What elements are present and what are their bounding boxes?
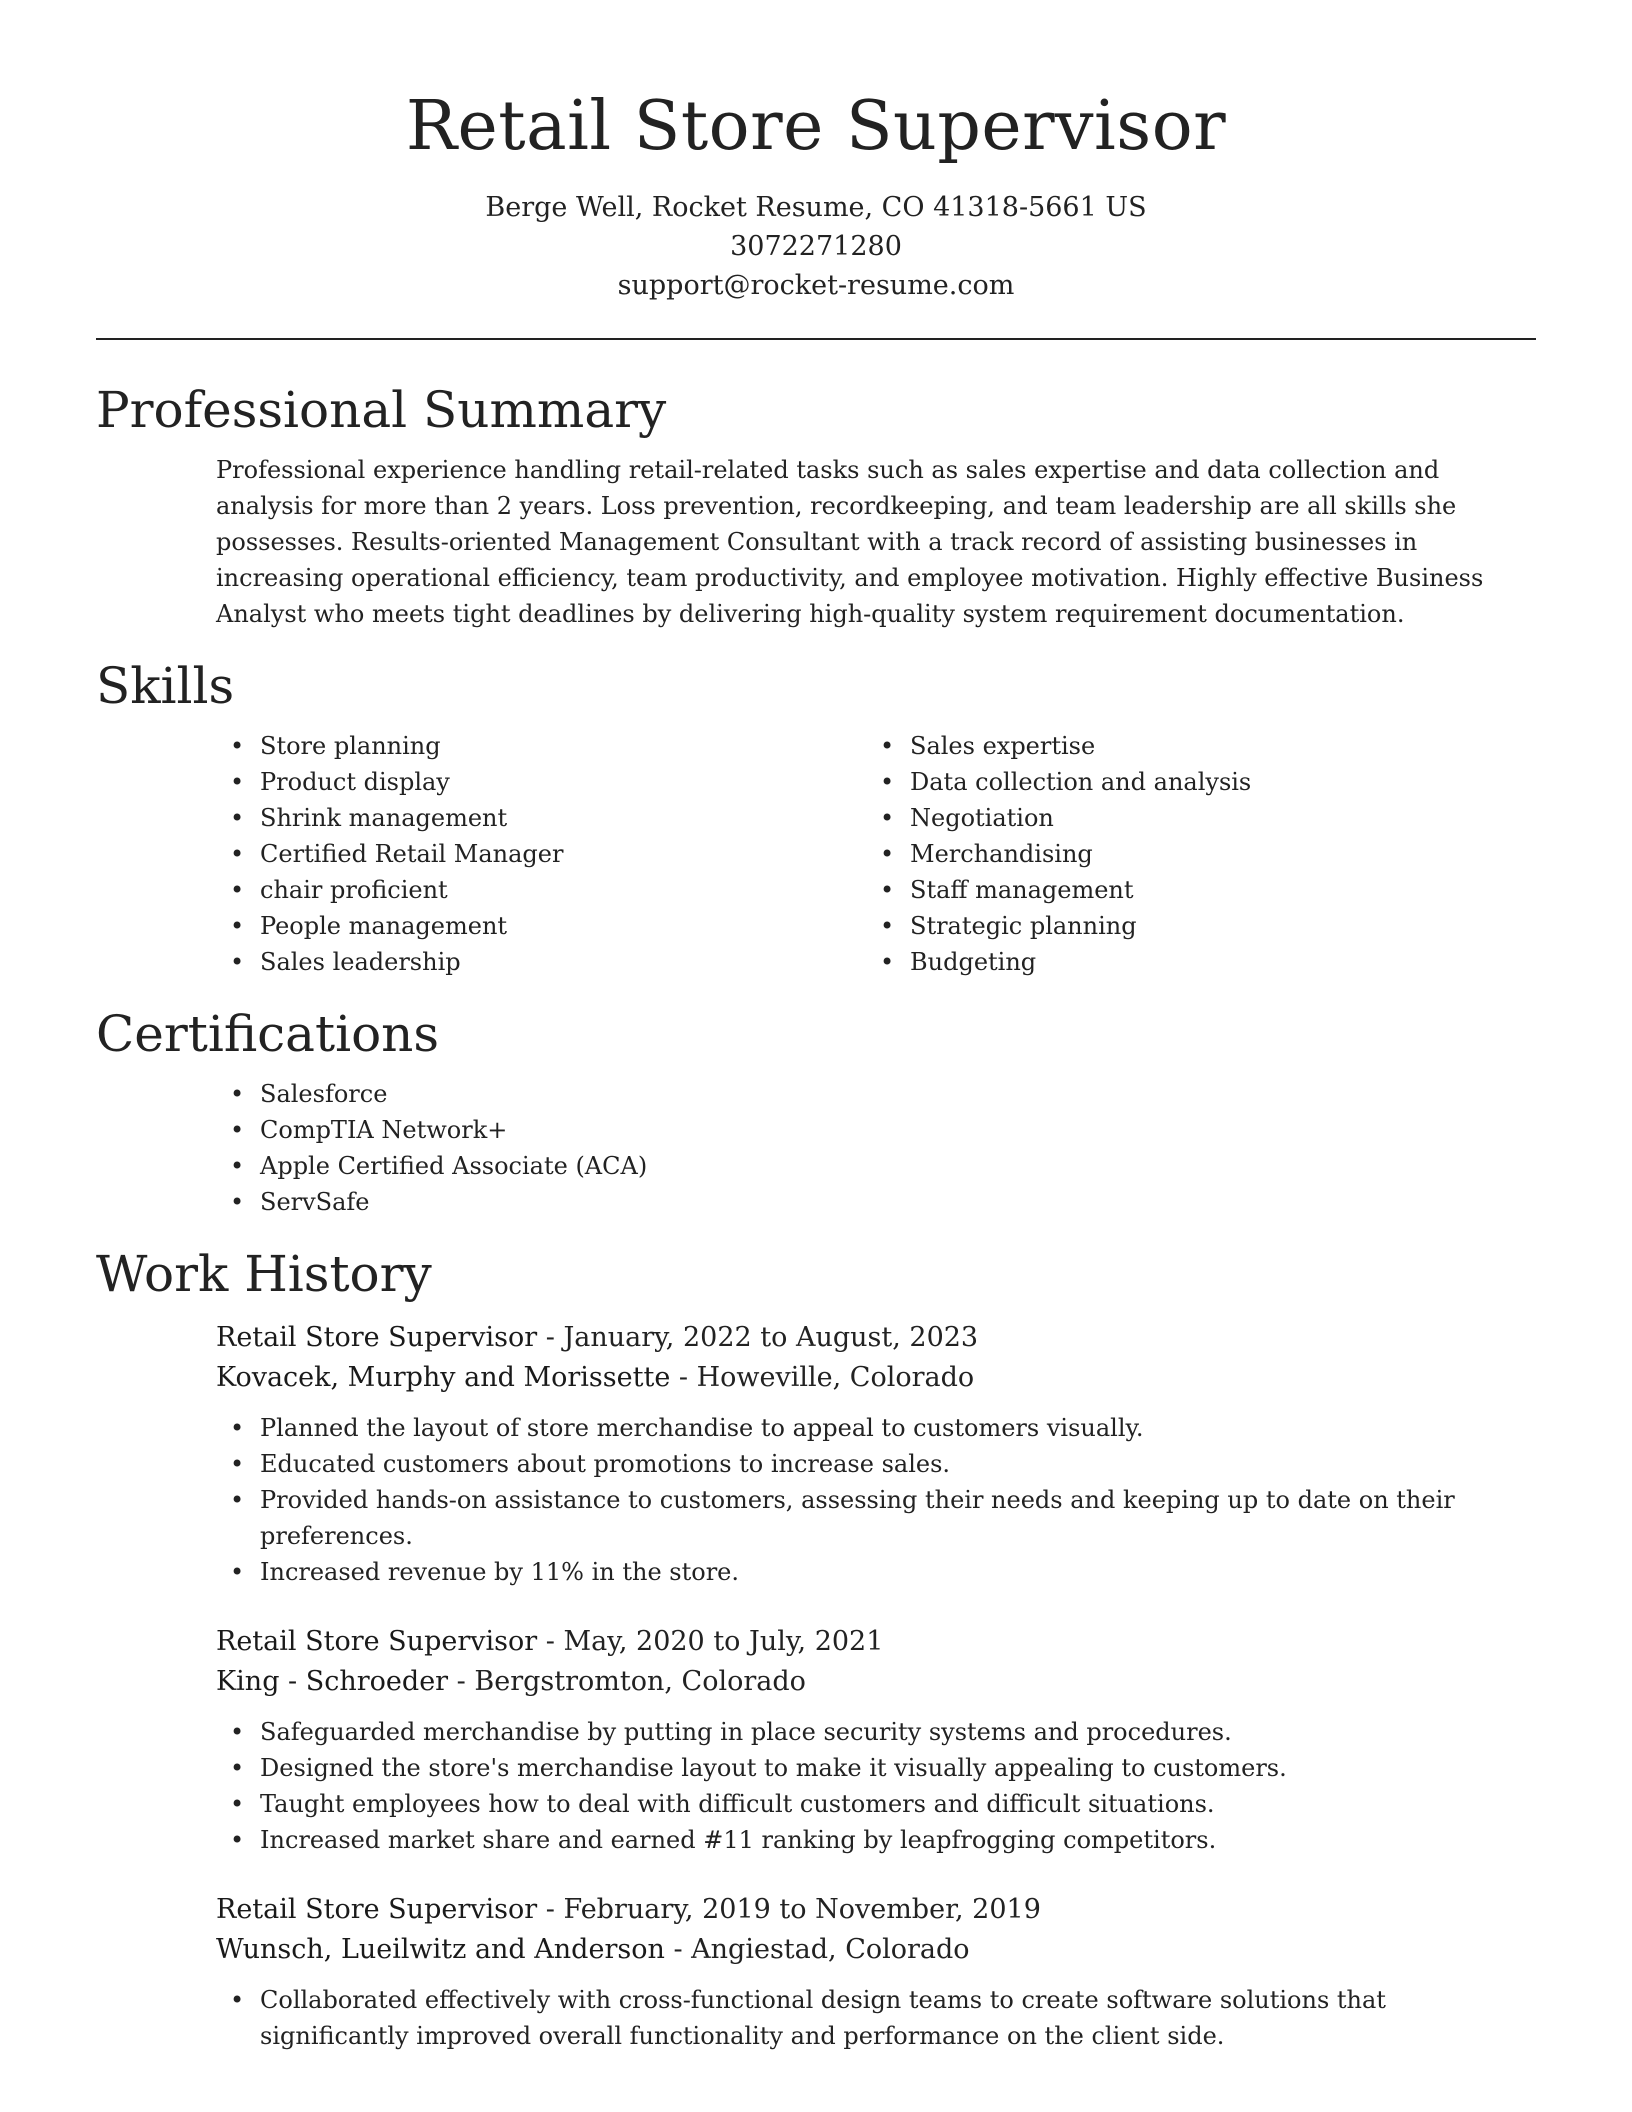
- skill-item: • Product display: [216, 764, 866, 800]
- skill-item: • Certified Retail Manager: [216, 836, 866, 872]
- skill-item: • Negotiation: [866, 800, 1516, 836]
- job-role-line: [216, 1890, 1536, 1930]
- job-company: King - Schroeder: [216, 1666, 449, 1697]
- separator: -: [448, 1666, 475, 1697]
- summary-section: [96, 380, 1536, 632]
- summary-text: Professional experience handling retail-related tasks such as sales expertise and data collection and analysis for more than 2 years. Loss prevention, recordkeeping, and team leadership are all skills she possesses. Results-oriented Management Consultant with a track record of assisting businesses in increasing operational efficiency, team productivity, and employee motivation. Highly effective Business Analyst who meets tight deadlines by delivering high-quality system requirement documentation.: [216, 456, 1484, 628]
- certifications-list: [216, 1076, 1536, 1220]
- skill-item: • Sales expertise: [866, 728, 1516, 764]
- job-start: January, 2022: [563, 1322, 752, 1353]
- job-company-line: [216, 1930, 1536, 1970]
- skill-item: • Sales leadership: [216, 944, 866, 980]
- job-entry: [216, 1622, 1536, 1858]
- date-connector: to: [751, 1322, 796, 1353]
- contact-phone: 3072271280: [730, 231, 902, 262]
- job-entry: [216, 1318, 1536, 1590]
- certifications-section: [96, 1004, 1536, 1220]
- certification-item: • ServSafe: [216, 1184, 1536, 1220]
- separator: -: [537, 1626, 564, 1657]
- separator: -: [670, 1362, 697, 1393]
- skill-item: • Merchandising: [866, 836, 1516, 872]
- job-end: November, 2019: [815, 1894, 1041, 1925]
- job-bullet: • Provided hands-on assistance to customers, assessing their needs and keeping up to date on their preferences.: [216, 1482, 1536, 1554]
- job-bullets: [216, 1714, 1536, 1858]
- job-location: Howeville, Colorado: [696, 1362, 975, 1393]
- job-bullets: [216, 1982, 1536, 2054]
- job-company: Wunsch, Lueilwitz and Anderson: [216, 1934, 665, 1965]
- skill-item: • Data collection and analysis: [866, 764, 1516, 800]
- contact-address: Berge Well, Rocket Resume, CO 41318-5661 US: [485, 192, 1147, 223]
- contact-block: [0, 188, 1632, 305]
- job-bullet: • Educated customers about promotions to increase sales.: [216, 1446, 1536, 1482]
- resume-header: [0, 0, 1632, 305]
- job-role: Retail Store Supervisor: [216, 1322, 538, 1353]
- job-start: May, 2020: [563, 1626, 705, 1657]
- skill-item: • chair proficient: [216, 872, 866, 908]
- job-location: Angiestad, Colorado: [691, 1934, 970, 1965]
- skill-item: • Staff management: [866, 872, 1516, 908]
- separator: -: [664, 1934, 692, 1965]
- summary-heading: Professional Summary: [96, 381, 667, 439]
- work-history-section: [96, 1244, 1536, 2054]
- skill-item: • Strategic planning: [866, 908, 1516, 944]
- skill-item: • Shrink management: [216, 800, 866, 836]
- job-role-line: [216, 1318, 1536, 1358]
- separator: -: [537, 1894, 564, 1925]
- job-title-heading: Retail Store Supervisor: [405, 87, 1227, 166]
- skills-columns: [216, 728, 1536, 980]
- job-role: Retail Store Supervisor: [216, 1626, 538, 1657]
- job-company-line: [216, 1358, 1536, 1398]
- job-bullet: • Planned the layout of store merchandise to appeal to customers visually.: [216, 1410, 1536, 1446]
- contact-email: support@rocket-resume.com: [617, 270, 1015, 301]
- job-bullet: • Safeguarded merchandise by putting in place security systems and procedures.: [216, 1714, 1536, 1750]
- skills-list-left: [216, 728, 866, 980]
- job-bullet: • Increased revenue by 11% in the store.: [216, 1554, 1536, 1590]
- job-start: February, 2019: [563, 1894, 771, 1925]
- job-bullet: • Taught employees how to deal with difficult customers and difficult situations.: [216, 1786, 1536, 1822]
- certification-item: • CompTIA Network+: [216, 1112, 1536, 1148]
- skill-item: • People management: [216, 908, 866, 944]
- job-location: Bergstromton, Colorado: [474, 1666, 806, 1697]
- skills-heading: Skills: [96, 657, 235, 715]
- job-bullet: • Increased market share and earned #11 ranking by leapfrogging competitors.: [216, 1822, 1536, 1858]
- certifications-heading: Certifications: [96, 1005, 440, 1063]
- date-connector: to: [704, 1626, 750, 1657]
- header-divider: [96, 338, 1536, 340]
- job-role: Retail Store Supervisor: [216, 1894, 538, 1925]
- job-role-line: [216, 1622, 1536, 1662]
- job-company-line: [216, 1662, 1536, 1702]
- skills-section: [96, 656, 1536, 980]
- job-company: Kovacek, Murphy and Morissette: [216, 1362, 671, 1393]
- certification-item: • Apple Certified Associate (ACA): [216, 1148, 1536, 1184]
- job-bullet: • Designed the store's merchandise layout to make it visually appealing to customers.: [216, 1750, 1536, 1786]
- separator: -: [537, 1322, 564, 1353]
- job-end: July, 2021: [749, 1626, 884, 1657]
- certification-item: • Salesforce: [216, 1076, 1536, 1112]
- skill-item: • Budgeting: [866, 944, 1516, 980]
- skill-item: • Store planning: [216, 728, 866, 764]
- date-connector: to: [770, 1894, 816, 1925]
- job-bullet: • Collaborated effectively with cross-functional design teams to create software solutions that significantly improved overall functionality and performance on the client side.: [216, 1982, 1536, 2054]
- job-end: August, 2023: [795, 1322, 979, 1353]
- work-history-heading: Work History: [96, 1245, 432, 1303]
- skills-list-right: [866, 728, 1516, 980]
- job-entry: [216, 1890, 1536, 2054]
- job-bullets: [216, 1410, 1536, 1590]
